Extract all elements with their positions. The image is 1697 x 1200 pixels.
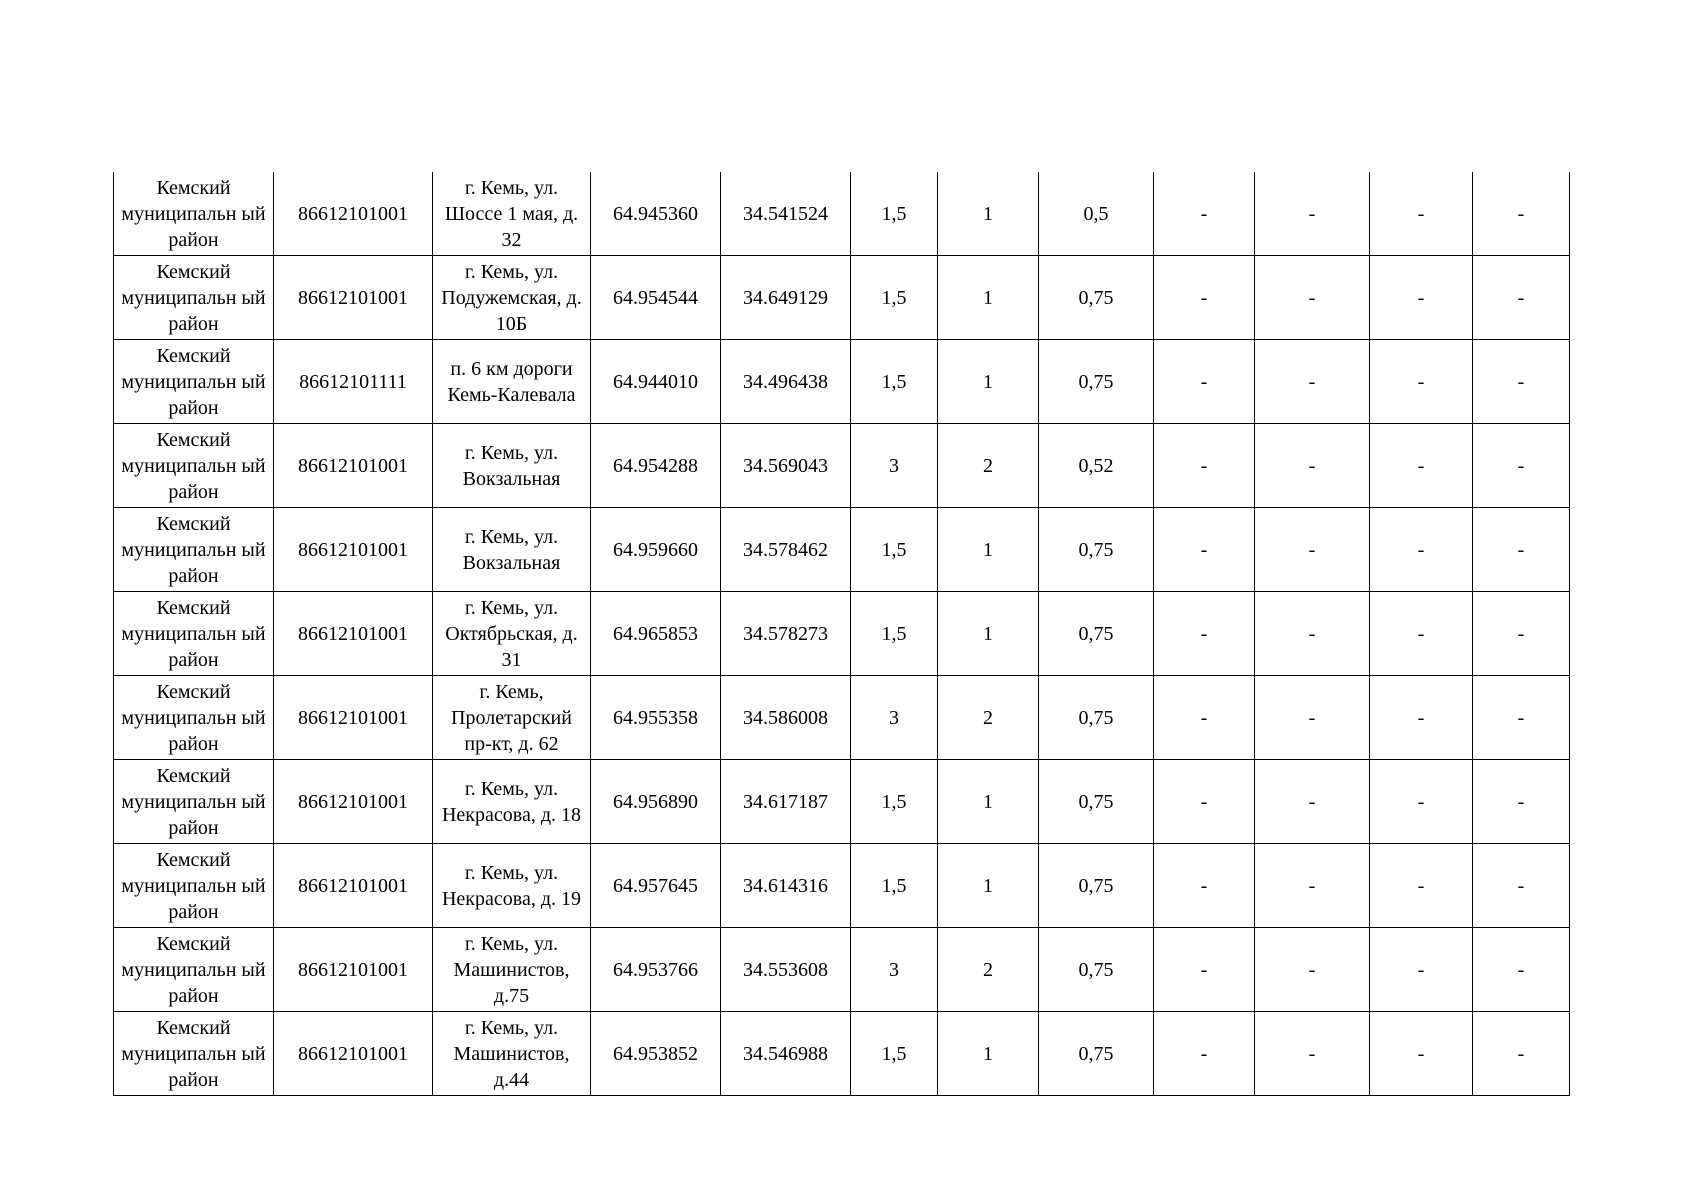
- col9-cell: -: [1154, 508, 1255, 592]
- col10-cell: -: [1255, 424, 1370, 508]
- col12-cell: -: [1473, 256, 1570, 340]
- longitude-cell: 34.578273: [721, 592, 851, 676]
- table-row: [114, 844, 1570, 928]
- district-cell: Кемский муниципальн ый район: [114, 508, 274, 592]
- district-cell: Кемский муниципальн ый район: [114, 1012, 274, 1096]
- container-count-cell: 1: [938, 1012, 1039, 1096]
- district-cell: Кемский муниципальн ый район: [114, 760, 274, 844]
- col11-cell: -: [1370, 676, 1473, 760]
- container-volume-cell: 0,75: [1039, 256, 1154, 340]
- waste-sites-table: [113, 172, 1570, 1096]
- address-cell: г. Кемь, ул. Октябрьская, д. 31: [433, 592, 591, 676]
- col11-cell: -: [1370, 760, 1473, 844]
- col12-cell: -: [1473, 1012, 1570, 1096]
- oktmo-cell: 86612101001: [274, 844, 433, 928]
- col12-cell: -: [1473, 760, 1570, 844]
- container-count-cell: 1: [938, 760, 1039, 844]
- district-cell: Кемский муниципальн ый район: [114, 256, 274, 340]
- address-cell: г. Кемь, ул. Вокзальная: [433, 508, 591, 592]
- col9-cell: -: [1154, 256, 1255, 340]
- oktmo-cell: 86612101001: [274, 508, 433, 592]
- container-count-cell: 1: [938, 256, 1039, 340]
- col11-cell: -: [1370, 928, 1473, 1012]
- container-volume-cell: 0,75: [1039, 1012, 1154, 1096]
- latitude-cell: 64.954288: [591, 424, 721, 508]
- oktmo-cell: 86612101001: [274, 928, 433, 1012]
- longitude-cell: 34.541524: [721, 172, 851, 256]
- col9-cell: -: [1154, 928, 1255, 1012]
- container-count-cell: 1: [938, 508, 1039, 592]
- container-volume-cell: 0,75: [1039, 928, 1154, 1012]
- col10-cell: -: [1255, 340, 1370, 424]
- district-cell: Кемский муниципальн ый район: [114, 844, 274, 928]
- address-cell: г. Кемь, ул. Некрасова, д. 19: [433, 844, 591, 928]
- longitude-cell: 34.546988: [721, 1012, 851, 1096]
- col9-cell: -: [1154, 760, 1255, 844]
- col11-cell: -: [1370, 508, 1473, 592]
- area-cell: 1,5: [851, 844, 938, 928]
- longitude-cell: 34.569043: [721, 424, 851, 508]
- col11-cell: -: [1370, 1012, 1473, 1096]
- address-cell: г. Кемь, ул. Машинистов, д.75: [433, 928, 591, 1012]
- area-cell: 1,5: [851, 172, 938, 256]
- col10-cell: -: [1255, 508, 1370, 592]
- longitude-cell: 34.614316: [721, 844, 851, 928]
- container-count-cell: 1: [938, 340, 1039, 424]
- container-volume-cell: 0,75: [1039, 508, 1154, 592]
- area-cell: 1,5: [851, 256, 938, 340]
- longitude-cell: 34.586008: [721, 676, 851, 760]
- container-count-cell: 1: [938, 592, 1039, 676]
- oktmo-cell: 86612101001: [274, 676, 433, 760]
- col9-cell: -: [1154, 340, 1255, 424]
- col10-cell: -: [1255, 256, 1370, 340]
- table-row: [114, 172, 1570, 256]
- table-body: [114, 172, 1570, 1096]
- latitude-cell: 64.959660: [591, 508, 721, 592]
- col10-cell: -: [1255, 760, 1370, 844]
- latitude-cell: 64.944010: [591, 340, 721, 424]
- area-cell: 1,5: [851, 760, 938, 844]
- longitude-cell: 34.649129: [721, 256, 851, 340]
- col12-cell: -: [1473, 928, 1570, 1012]
- oktmo-cell: 86612101001: [274, 424, 433, 508]
- table-row: [114, 760, 1570, 844]
- address-cell: г. Кемь, ул. Подужемская, д. 10Б: [433, 256, 591, 340]
- oktmo-cell: 86612101001: [274, 1012, 433, 1096]
- container-count-cell: 1: [938, 844, 1039, 928]
- col9-cell: -: [1154, 592, 1255, 676]
- latitude-cell: 64.954544: [591, 256, 721, 340]
- oktmo-cell: 86612101001: [274, 172, 433, 256]
- col10-cell: -: [1255, 844, 1370, 928]
- table-row: [114, 256, 1570, 340]
- latitude-cell: 64.957645: [591, 844, 721, 928]
- area-cell: 3: [851, 424, 938, 508]
- area-cell: 1,5: [851, 508, 938, 592]
- container-volume-cell: 0,75: [1039, 844, 1154, 928]
- longitude-cell: 34.553608: [721, 928, 851, 1012]
- table-row: [114, 424, 1570, 508]
- latitude-cell: 64.956890: [591, 760, 721, 844]
- col9-cell: -: [1154, 424, 1255, 508]
- address-cell: г. Кемь, ул. Вокзальная: [433, 424, 591, 508]
- area-cell: 1,5: [851, 340, 938, 424]
- area-cell: 3: [851, 676, 938, 760]
- table-row: [114, 340, 1570, 424]
- col9-cell: -: [1154, 172, 1255, 256]
- latitude-cell: 64.955358: [591, 676, 721, 760]
- col9-cell: -: [1154, 676, 1255, 760]
- col9-cell: -: [1154, 1012, 1255, 1096]
- col12-cell: -: [1473, 508, 1570, 592]
- col12-cell: -: [1473, 424, 1570, 508]
- col10-cell: -: [1255, 592, 1370, 676]
- address-cell: г. Кемь, Пролетарский пр-кт, д. 62: [433, 676, 591, 760]
- col12-cell: -: [1473, 340, 1570, 424]
- district-cell: Кемский муниципальн ый район: [114, 424, 274, 508]
- oktmo-cell: 86612101111: [274, 340, 433, 424]
- col12-cell: -: [1473, 844, 1570, 928]
- container-volume-cell: 0,75: [1039, 676, 1154, 760]
- oktmo-cell: 86612101001: [274, 760, 433, 844]
- col9-cell: -: [1154, 844, 1255, 928]
- table-row: [114, 676, 1570, 760]
- latitude-cell: 64.945360: [591, 172, 721, 256]
- latitude-cell: 64.953766: [591, 928, 721, 1012]
- longitude-cell: 34.496438: [721, 340, 851, 424]
- area-cell: 1,5: [851, 1012, 938, 1096]
- container-volume-cell: 0,75: [1039, 760, 1154, 844]
- district-cell: Кемский муниципальн ый район: [114, 172, 274, 256]
- area-cell: 3: [851, 928, 938, 1012]
- container-volume-cell: 0,5: [1039, 172, 1154, 256]
- address-cell: г. Кемь, ул. Машинистов, д.44: [433, 1012, 591, 1096]
- table-row: [114, 928, 1570, 1012]
- col11-cell: -: [1370, 592, 1473, 676]
- table-row: [114, 592, 1570, 676]
- col12-cell: -: [1473, 676, 1570, 760]
- longitude-cell: 34.578462: [721, 508, 851, 592]
- container-count-cell: 2: [938, 676, 1039, 760]
- table-row: [114, 1012, 1570, 1096]
- area-cell: 1,5: [851, 592, 938, 676]
- col12-cell: -: [1473, 172, 1570, 256]
- container-count-cell: 2: [938, 928, 1039, 1012]
- address-cell: п. 6 км дороги Кемь-Калевала: [433, 340, 591, 424]
- container-count-cell: 1: [938, 172, 1039, 256]
- container-count-cell: 2: [938, 424, 1039, 508]
- col10-cell: -: [1255, 676, 1370, 760]
- container-volume-cell: 0,75: [1039, 592, 1154, 676]
- container-volume-cell: 0,75: [1039, 340, 1154, 424]
- latitude-cell: 64.953852: [591, 1012, 721, 1096]
- col11-cell: -: [1370, 256, 1473, 340]
- col11-cell: -: [1370, 172, 1473, 256]
- address-cell: г. Кемь, ул. Шоссе 1 мая, д. 32: [433, 172, 591, 256]
- district-cell: Кемский муниципальн ый район: [114, 676, 274, 760]
- col11-cell: -: [1370, 424, 1473, 508]
- district-cell: Кемский муниципальн ый район: [114, 928, 274, 1012]
- district-cell: Кемский муниципальн ый район: [114, 592, 274, 676]
- table-row: [114, 508, 1570, 592]
- col10-cell: -: [1255, 172, 1370, 256]
- col10-cell: -: [1255, 1012, 1370, 1096]
- oktmo-cell: 86612101001: [274, 592, 433, 676]
- latitude-cell: 64.965853: [591, 592, 721, 676]
- container-volume-cell: 0,52: [1039, 424, 1154, 508]
- col11-cell: -: [1370, 340, 1473, 424]
- oktmo-cell: 86612101001: [274, 256, 433, 340]
- longitude-cell: 34.617187: [721, 760, 851, 844]
- col10-cell: -: [1255, 928, 1370, 1012]
- col12-cell: -: [1473, 592, 1570, 676]
- col11-cell: -: [1370, 844, 1473, 928]
- address-cell: г. Кемь, ул. Некрасова, д. 18: [433, 760, 591, 844]
- district-cell: Кемский муниципальн ый район: [114, 340, 274, 424]
